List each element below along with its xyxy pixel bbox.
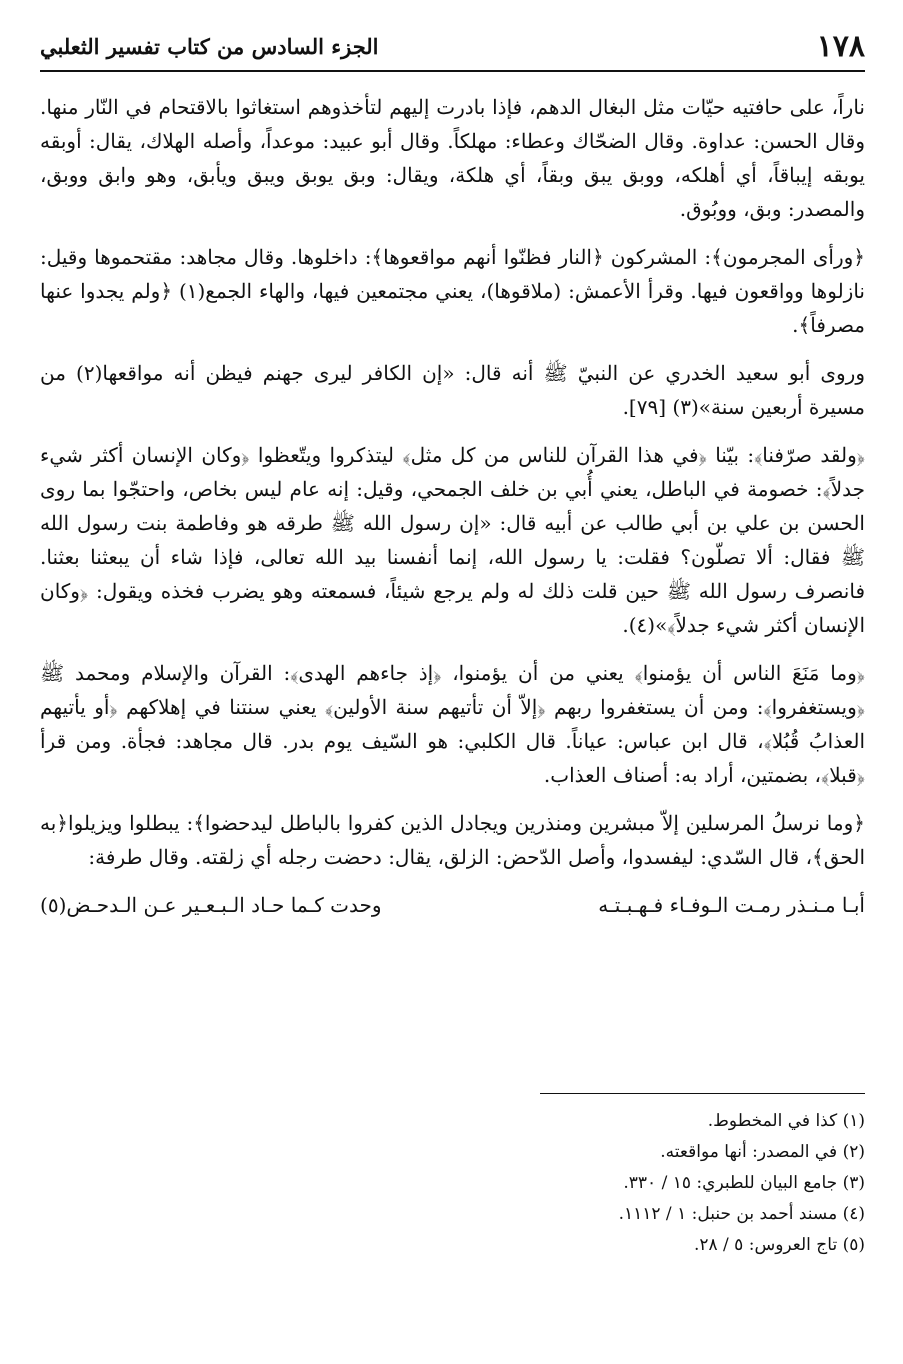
running-title: الجزء السادس من كتاب تفسير الثعلبي xyxy=(40,34,379,59)
footnote-2: (٢) في المصدر: أنها مواقعته. xyxy=(660,1142,865,1162)
paragraph-6: ﴿وما نرسلُ المرسلين إلاّ مبشرين ومنذرين ويجادل الذين كفروا بالباطل ليدحضوا﴾: يبطلوا ويزيلوا﴿به الحق﴾، قال السّدي: ليفسدوا، وأصل الدّحض: الزلق، يقال: دحضت رجله أي زلقته. وقال طرفة: xyxy=(40,811,865,869)
footnote-4: (٤) مسند أحمد بن حنبل: ١ / ١١١٢. xyxy=(618,1204,865,1224)
poetry-verse xyxy=(40,888,865,922)
book-page xyxy=(40,28,865,922)
footnote-1: (١) كذا في المخطوط. xyxy=(707,1111,865,1131)
footnotes xyxy=(465,1106,865,1261)
paragraph-4: ﴿ولقد صرّفنا﴾: بيّنا ﴿في هذا القرآن للناس من كل مثل﴾ ليتذكروا ويتّعظوا ﴿وكان الإنسان أكثر شيء جدلاً﴾: خصومة في الباطل، يعني أُبي بن خلف الجمحي، وقيل: إنه عام ليس بخاص، واحتجّوا بما روى الحسن بن علي بن أبي طالب عن أبيه قال: «إن رسول الله ﷺ طرقه هو وفاطمة بنت رسول الله ﷺ فقال: ألا تصلّون؟ فقلت: يا رسول الله، إنما أنفسنا بيد الله تعالى، فإذا شاء أن يبعثنا بعثنا. فانصرف رسول الله ﷺ حين قلت ذلك له ولم يرجع شيئاً، فسمعته وهو يضرب فخذه ويقول: ﴿وكان الإنسان أكثر شيء جدلاً﴾»(٤). xyxy=(40,443,865,637)
verse-second-hemistich: وحدت كـما حـاد الـبـعـير عـن الـدحـض(٥) xyxy=(40,893,382,917)
verse-first-hemistich: أبـا مـنـذر رمـت الـوفـاء فـهـبـتـه xyxy=(598,893,865,917)
footnote-5: (٥) تاج العروس: ٥ / ٢٨. xyxy=(693,1235,865,1255)
page-body xyxy=(40,90,865,922)
footnote-3: (٣) جامع البيان للطبري: ١٥ / ٣٣٠. xyxy=(623,1173,865,1193)
paragraph-3: وروى أبو سعيد الخدري عن النبيّ ﷺ أنه قال: «إن الكافر ليرى جهنم فيظن أنه مواقعها(٢) من مسيرة أربعين سنة»(٣) [٧٩]. xyxy=(40,361,865,419)
page-number: ١٧٨ xyxy=(816,29,865,64)
paragraph-1: ناراً، على حافتيه حيّات مثل البغال الدهم، فإذا بادرت إليهم لتأخذوهم استغاثوا بالاقتحام في النّار منها. وقال الحسن: عداوة. وقال الضحّاك وعطاء: مهلكاً. وقال أبو عبيد: موعداً، وأصله الهلاك، يقال: أوبقه يوبقه إيباقاً، أي أهلكه، ووبق يبق وبقاً، أي هلكة، ويقال: وبق يوبق ويبق ويأبق، وهو وابق ووبق، والمصدر: وبق، ووبُوق. xyxy=(40,95,865,221)
header-rule xyxy=(40,70,865,72)
footnote-rule xyxy=(540,1093,865,1094)
paragraph-5: ﴿وما مَنَعَ الناس أن يؤمنوا﴾ يعني من أن يؤمنوا، ﴿إذ جاءهم الهدى﴾: القرآن والإسلام ومحمد ﷺ ﴿ويستغفروا﴾: ومن أن يستغفروا ربهم ﴿إلاّ أن تأتيهم سنة الأولين﴾ يعني سنتنا في إهلاكهم ﴿أو يأتيهم العذابُ قُبُلا﴾، قال ابن عباس: عياناً. قال الكلبي: هو السّيف يوم بدر. قال مجاهد: فجأة. ومن قرأ ﴿قبلا﴾، بضمتين، أراد به: أصناف العذاب. xyxy=(40,661,865,787)
paragraph-2: ﴿ورأى المجرمون﴾: المشركون ﴿النار فظنّوا أنهم مواقعوها﴾: داخلوها. وقال مجاهد: مقتحموها وقيل: نازلوها وواقعون فيها. وقرأ الأعمش: (ملاقوها)، يعني مجتمعين فيها، والهاء الجمع(١) ﴿ولم يجدوا عنها مصرفاً﴾. xyxy=(40,245,865,337)
page-header xyxy=(40,28,865,66)
